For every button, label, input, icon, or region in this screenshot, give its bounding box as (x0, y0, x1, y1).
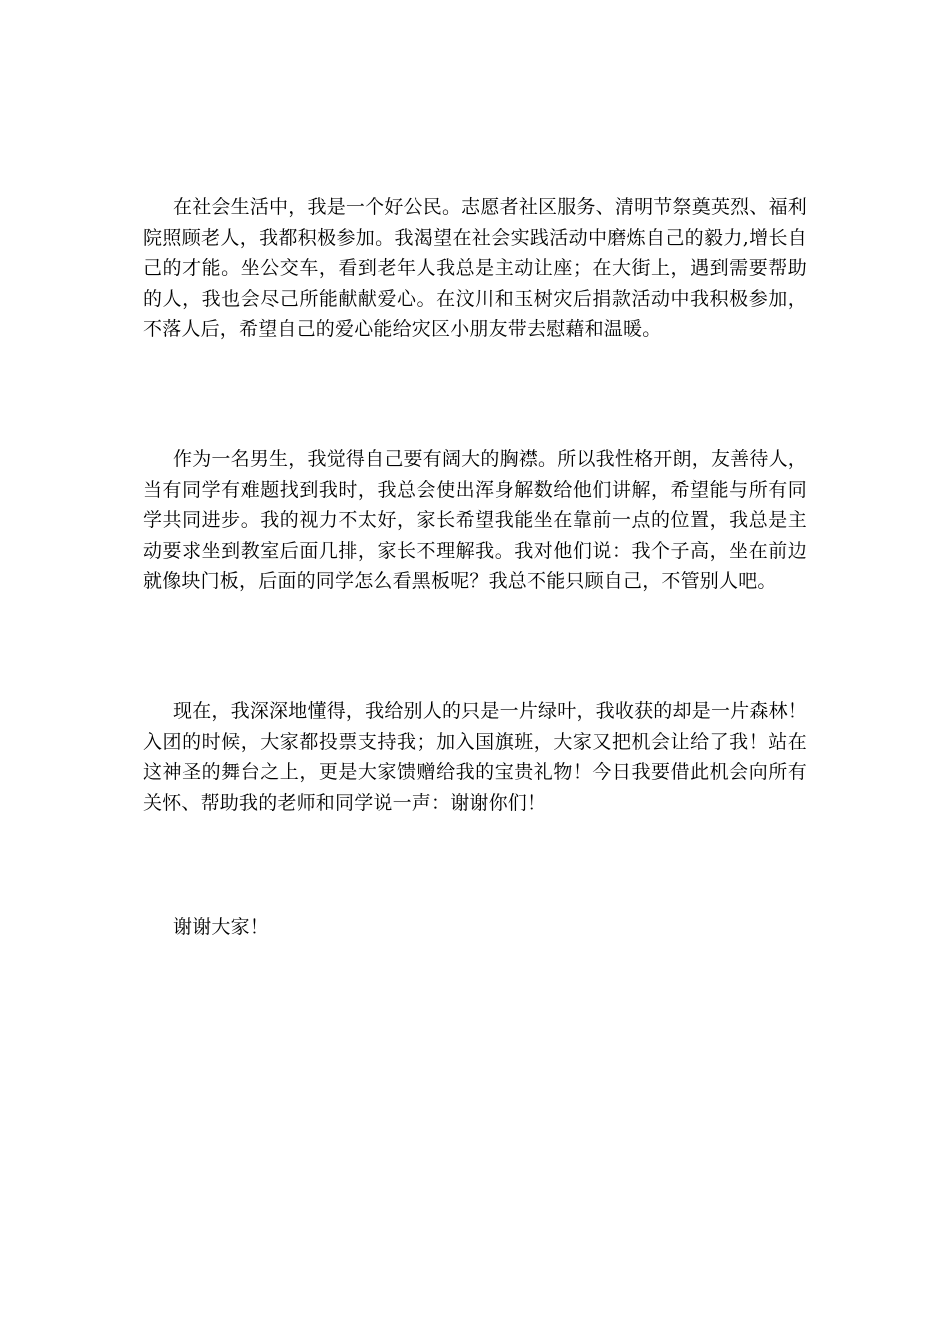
document-page (143, 0, 807, 1344)
paragraph-helping-classmates: 作为一名男生，我觉得自己要有阔大的胸襟。所以我性格开朗，友善待人，当有同学有难题找到我时，我总会使出浑身解数给他们讲解，希望能与所有同学共同进步。我的视力不太好，家长希望我能坐在靠前一点的位置，我总是主动要求坐到教室后面几排，家长不理解我。我对他们说：我个子高，坐在前边就像块门板，后面的同学怎么看黑板呢？我总不能只顾自己，不管别人吧。 (143, 448, 807, 592)
paragraph-community-service: 在社会生活中，我是一个好公民。志愿者社区服务、清明节祭奠英烈、福利院照顾老人，我都积极参加。我渴望在社会实践活动中磨炼自己的毅力,增长自己的才能。坐公交车，看到老年人我总是主动让座；在大街上，遇到需要帮助的人，我也会尽己所能献献爱心。在汶川和玉树灾后捐款活动中我积极参加，不落人后，希望自己的爱心能给灾区小朋友带去慰藉和温暖。 (143, 196, 807, 340)
paragraph-closing-thanks: 谢谢大家！ (173, 916, 270, 938)
paragraph-gratitude: 现在，我深深地懂得，我给别人的只是一片绿叶，我收获的却是一片森林！入团的时候，大家都投票支持我；加入国旗班，大家又把机会让给了我！站在这神圣的舞台之上，更是大家馈赠给我的宝贵礼物！今日我要借此机会向所有关怀、帮助我的老师和同学说一声：谢谢你们！ (143, 700, 807, 814)
